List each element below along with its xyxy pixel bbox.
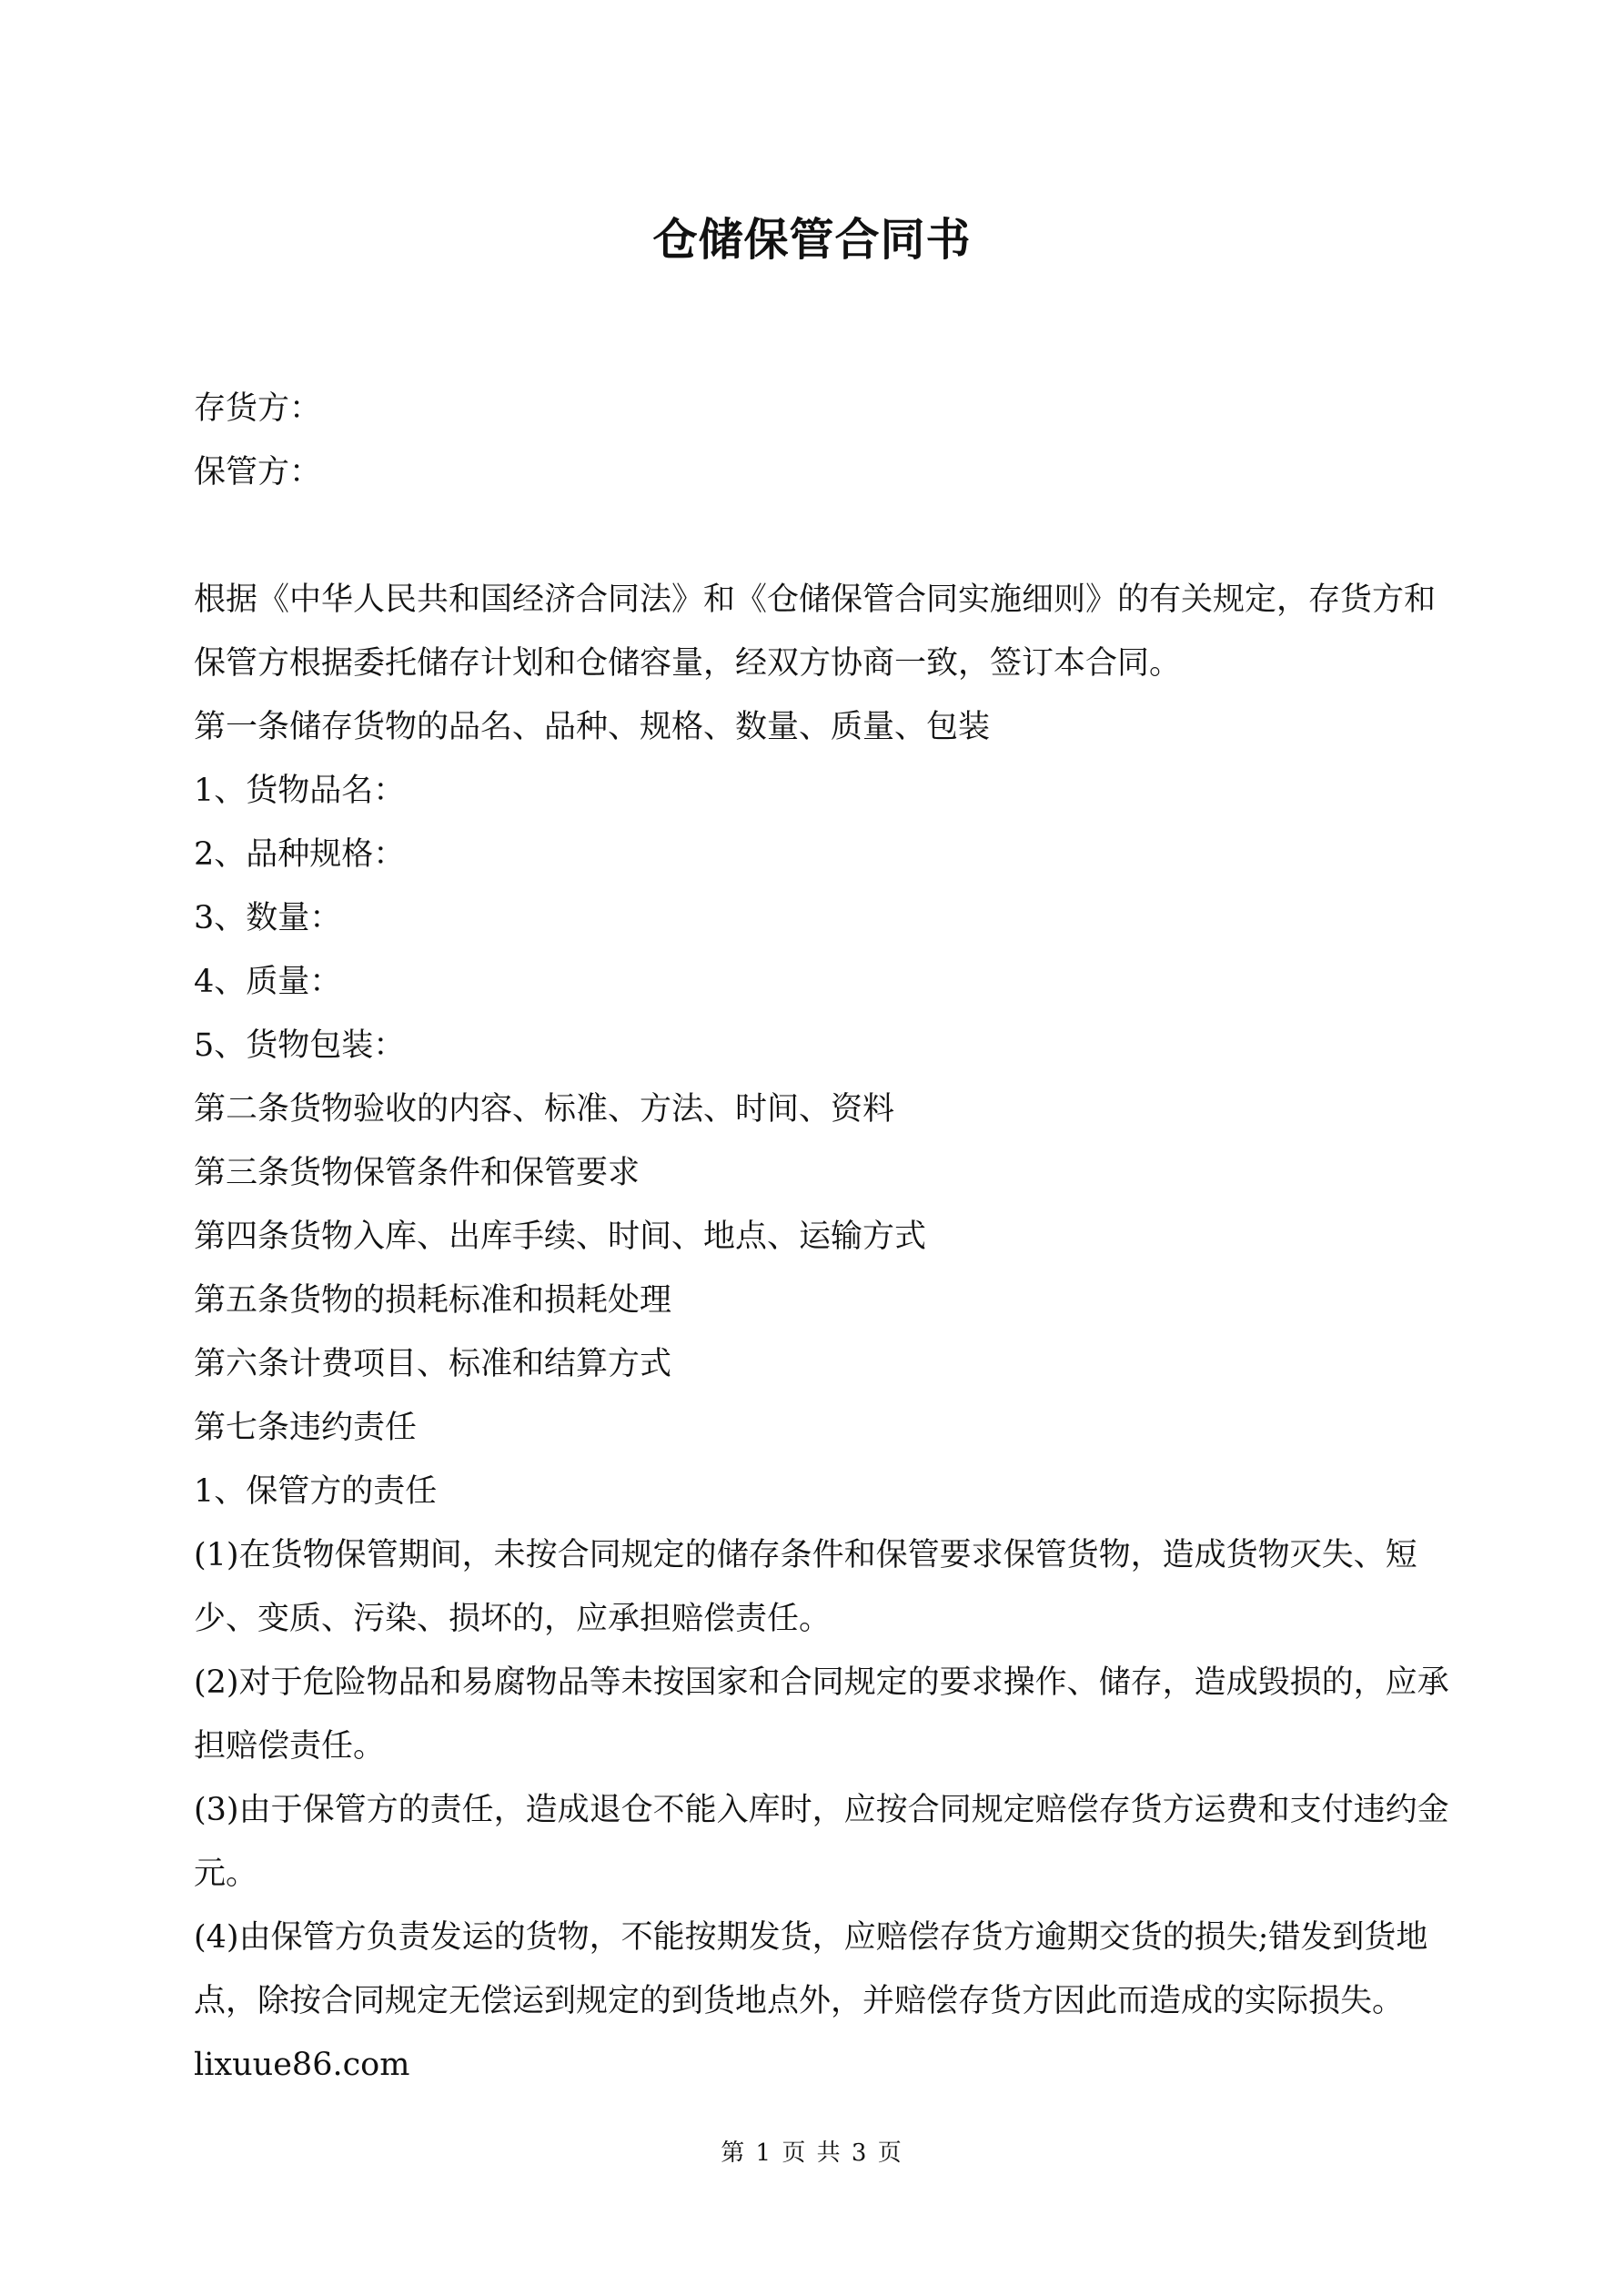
article-7-heading: 第七条违约责任 [194, 1410, 418, 1446]
article-6-heading: 第六条计费项目、标准和结算方式 [194, 1346, 672, 1382]
article-1-item-1: 1、货物品名： [194, 773, 406, 809]
article-7-clause-3: (3)由于保管方的责任，造成退仓不能入库时，应按合同规定赔偿存货方运费和支付违约金元。 [194, 1792, 1449, 1892]
article-7-clause-2: (2)对于危险物品和易腐物品等未按国家和合同规定的要求操作、储存，造成毁损的，应承担赔偿责任。 [194, 1664, 1449, 1765]
article-7-clause-1: (1)在货物保管期间，未按合同规定的储存条件和保管要求保管货物，造成货物灭失、短少、变质、污染、损坏的，应承担赔偿责任。 [194, 1537, 1417, 1637]
page-number: 第 1 页 共 3 页 [721, 2139, 903, 2167]
source-watermark-text: lixuue86.com [194, 2047, 410, 2083]
article-1-item-2: 2、品种规格： [194, 836, 406, 873]
article-7-subheading: 1、保管方的责任 [194, 1473, 438, 1510]
article-1-item-5: 5、货物包装： [194, 1027, 406, 1064]
document-title: 仓储保管合同书 [652, 213, 972, 266]
article-3-heading: 第三条货物保管条件和保管要求 [194, 1155, 641, 1191]
party-custodian: 保管方： [194, 454, 322, 491]
document-body [194, 377, 1449, 2097]
article-1-heading: 第一条储存货物的品名、品种、规格、数量、质量、包装 [194, 709, 991, 745]
paragraph-gap [194, 504, 1449, 568]
preamble-paragraph: 根据《中华人民共和国经济合同法》和《仓储保管合同实施细则》的有关规定，存货方和保管方根据委托储存计划和仓储容量，经双方协商一致，签订本合同。 [194, 582, 1437, 682]
article-4-heading: 第四条货物入库、出库手续、时间、地点、运输方式 [194, 1219, 927, 1255]
article-2-heading: 第二条货物验收的内容、标准、方法、时间、资料 [194, 1091, 895, 1128]
article-5-heading: 第五条货物的损耗标准和损耗处理 [194, 1282, 672, 1319]
party-depositor: 存货方： [194, 390, 322, 427]
article-1-item-3: 3、数量： [194, 900, 342, 936]
article-1-item-4: 4、质量： [194, 964, 342, 1000]
article-7-clause-4: (4)由保管方负责发运的货物，不能按期发货，应赔偿存货方逾期交货的损失;错发到货地点，除按合同规定无偿运到规定的到货地点外，并赔偿存货方因此而造成的实际损失。 [194, 1919, 1428, 2019]
